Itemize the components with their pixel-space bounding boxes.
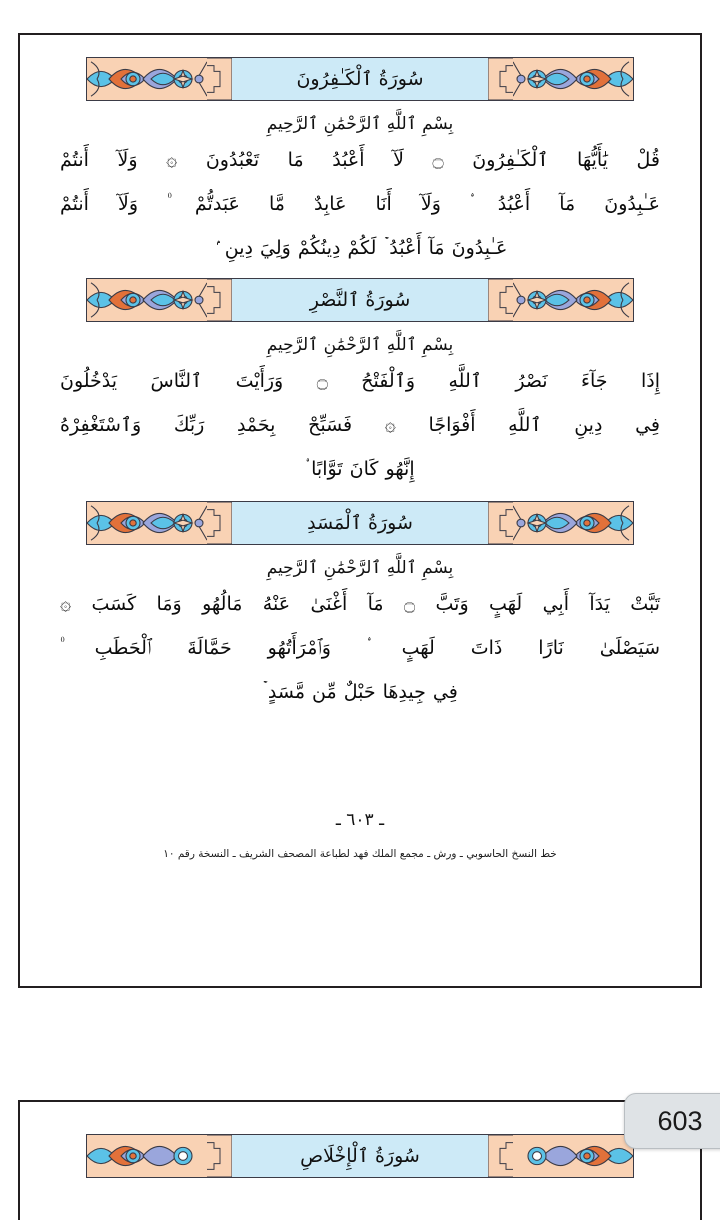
- ayah-block-al-masad: [60, 582, 660, 714]
- ornament-right-icon: [513, 58, 633, 100]
- panel-notch-right: [488, 1135, 513, 1177]
- panel-notch-right: [488, 279, 513, 321]
- page-number-badge[interactable]: [624, 1093, 720, 1149]
- quran-page-sheet: [18, 33, 702, 988]
- ayah-line: عَـٰبِدُونَ مَآ أَعْبُدُ ۡ لَكُمْ دِينُكُمْ وَلِيَ دِينِ ۢ: [212, 237, 508, 259]
- surah-title-text: سُورَةُ ٱلْإِخْلَاصِ: [300, 1144, 420, 1167]
- surah-header-next-page: [86, 1134, 634, 1178]
- panel-notch-left: [207, 58, 232, 100]
- ornament-left-icon: [87, 502, 207, 544]
- surah-title-panel-al-kafirun: [207, 58, 513, 100]
- surah-header-al-kafirun: [86, 57, 634, 101]
- surah-header-al-masad: [86, 501, 634, 545]
- ayah-block-al-kafirun: [60, 138, 660, 270]
- ayah-line: إِنَّهُو كَانَ تَوَّابًا ۟: [305, 458, 415, 480]
- ornament-right-icon: [513, 1135, 633, 1177]
- ornament-right-icon: [513, 502, 633, 544]
- panel-notch-left: [207, 502, 232, 544]
- ayah-line: عَـٰبِدُونَ مَآ أَعْبُدُ ۟ وَلَآ أَنَا عَابِدٌ مَّا عَبَدتُّمْ ۠ وَلَآ أَنتُمْ: [60, 193, 660, 215]
- surah-title-text: سُورَةُ ٱلنَّصْرِ: [309, 288, 411, 311]
- ornament-left-icon: [87, 58, 207, 100]
- ornament-left-icon: [87, 279, 207, 321]
- panel-notch-left: [207, 1135, 232, 1177]
- ornament-right-icon: [513, 279, 633, 321]
- ayah-line: تَبَّتْ يَدَآ أَبِي لَهَبٍ وَتَبَّ ۝ مَآ أَغْنَىٰ عَنْهُ مَالُهُو وَمَا كَسَبَ ۞: [60, 593, 660, 615]
- next-page-sheet[interactable]: [18, 1100, 702, 1220]
- page-content: [60, 57, 660, 860]
- panel-notch-left: [207, 279, 232, 321]
- surah-header-an-nasr: [86, 278, 634, 322]
- basmala-an-nasr: بِسْمِ ٱللَّهِ ٱلرَّحْمَٰنِ ٱلرَّحِيمِ: [266, 335, 454, 355]
- surah-title-panel-al-masad: [207, 502, 513, 544]
- ayah-line: فِي جِيدِهَا حَبْلٌ مِّن مَّسَدٍ ۡ: [262, 681, 458, 703]
- ayah-line: سَيَصْلَىٰ نَارًا ذَاتَ لَهَبٍ ۟ وَٱمْرَأَتُهُو حَمَّالَةَ ٱلْحَطَبِ ۠: [60, 637, 660, 659]
- basmala-al-masad: بِسْمِ ٱللَّهِ ٱلرَّحْمَٰنِ ٱلرَّحِيمِ: [266, 558, 454, 578]
- surah-title-panel-next-page: [207, 1135, 513, 1177]
- panel-notch-right: [488, 58, 513, 100]
- ayah-block-an-nasr: [60, 359, 660, 491]
- surah-title-text: سُورَةُ ٱلْكَـٰفِرُونَ: [296, 67, 424, 90]
- ayah-line: إِذَا جَآءَ نَصْرُ ٱللَّهِ وَٱلْفَتْحُ ۝ وَرَأَيْتَ ٱلنَّاسَ يَدْخُلُونَ: [60, 370, 660, 392]
- page-badge-label: 603: [657, 1105, 703, 1136]
- panel-notch-right: [488, 502, 513, 544]
- ayah-line: قُلْ يَٰأَيُّهَا ٱلْكَـٰفِرُونَ ۝ لَآ أَعْبُدُ مَا تَعْبُدُونَ ۞ وَلَآ أَنتُمْ: [60, 149, 661, 171]
- page-number-arabic: ـ ٦٠٣ ـ: [335, 810, 385, 830]
- ayah-line: فِي دِينِ ٱللَّهِ أَفْوَاجًا ۞ فَسَبِّحْ بِحَمْدِ رَبِّكَ وَٱسْتَغْفِرْهُ: [60, 414, 660, 436]
- footer-credit-text: خط النسخ الحاسوبي ـ ورش ـ مجمع الملك فهد لطباعة المصحف الشريف ـ النسخة رقم ١٠: [163, 848, 557, 860]
- ornament-left-icon: [87, 1135, 207, 1177]
- basmala-al-kafirun: بِسْمِ ٱللَّهِ ٱلرَّحْمَٰنِ ٱلرَّحِيمِ: [266, 114, 454, 134]
- surah-title-text: سُورَةُ ٱلْمَسَدِ: [307, 511, 413, 534]
- surah-title-panel-an-nasr: [207, 279, 513, 321]
